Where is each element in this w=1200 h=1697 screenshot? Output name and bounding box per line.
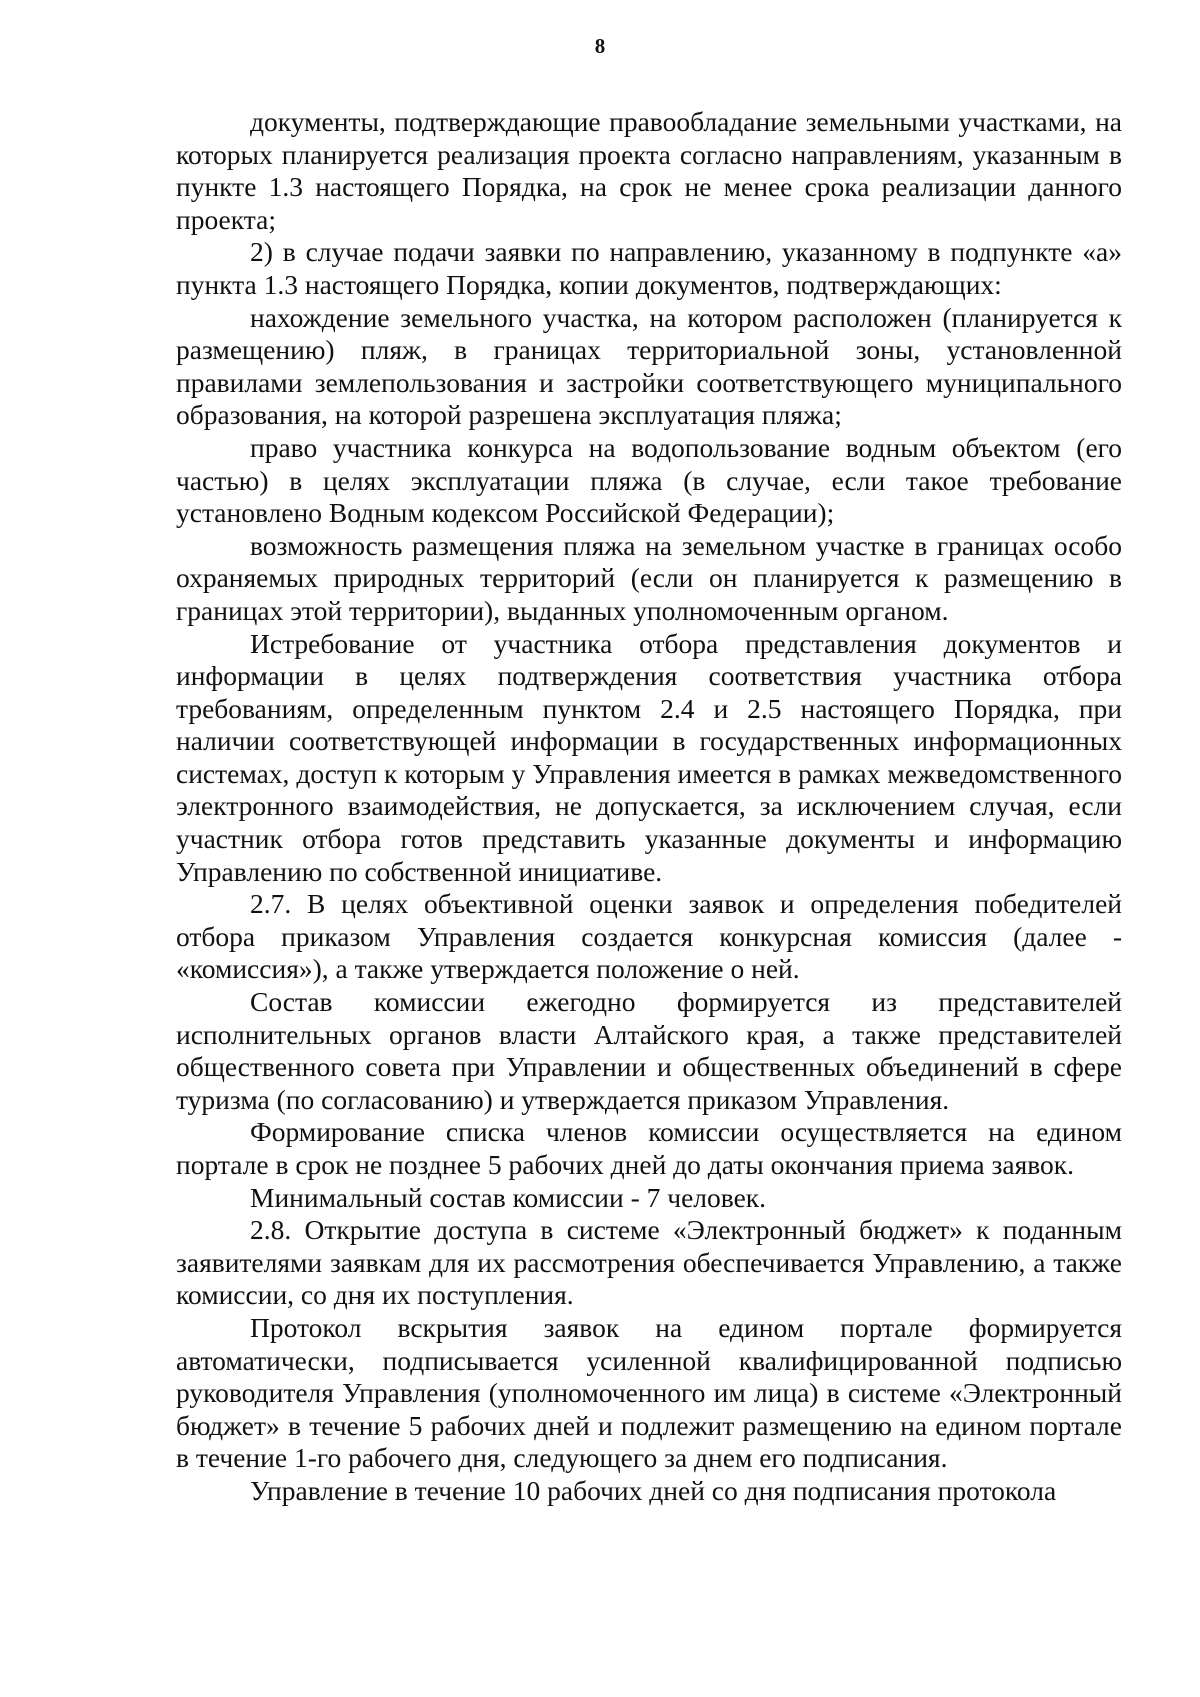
paragraph: 2.8. Открытие доступа в системе «Электронный бюджет» к поданным заявителями заявкам для их рассмотрения обеспечивается Управлению, а также комиссии, со дня их поступления. — [176, 1214, 1122, 1311]
paragraph: Состав комиссии ежегодно формируется из представителей исполнительных органов власти Алтайского края, а также представителей общественного совета при Управлении и общественных объединений в сфере туризма (по согласованию) и утверждается приказом Управления. — [176, 986, 1122, 1115]
paragraph: нахождение земельного участка, на котором расположен (планируется к размещению) пляж, в границах территориальной зоны, установленной правилами землепользования и застройки соответствующего муниципального образования, на которой разрешена эксплуатация пляжа; — [176, 301, 1122, 431]
paragraph: 2.7. В целях объективной оценки заявок и определения победителей отбора приказом Управления создается конкурсная комиссия (далее - «комиссия»), а также утверждается положение о ней. — [176, 888, 1122, 985]
paragraph: возможность размещения пляжа на земельном участке в границах особо охраняемых природных территорий (если он планируется к размещению в границах этой территории), выданных уполномоченным органом. — [176, 529, 1122, 626]
paragraph: Формирование списка членов комиссии осуществляется на едином портале в срок не позднее 5 рабочих дней до даты окончания приема заявок. — [176, 1116, 1122, 1180]
document-body — [176, 106, 1122, 1508]
paragraph: Истребование от участника отбора представления документов и информации в целях подтверждения соответствия участника отбора требованиям, определенным пунктом 2.4 и 2.5 настоящего Порядка, при наличии соответствующей информации в государственных информационных системах, доступ к которым у Управления имеется в рамках межведомственного электронного взаимодействия, не допускается, за исключением случая, если участник отбора готов представить указанные документы и информацию Управлению по собственной инициативе. — [176, 627, 1122, 887]
paragraph: Управление в течение 10 рабочих дней со дня подписания протокола — [250, 1474, 1057, 1506]
paragraph: 2) в случае подачи заявки по направлению, указанному в подпункте «а» пункта 1.3 настоящего Порядка, копии документов, подтверждающих: — [176, 236, 1122, 300]
paragraph: документы, подтверждающие правообладание земельными участками, на которых планируется реализация проекта согласно направлениям, указанным в пункте 1.3 настоящего Порядка, на срок не менее срока реализации данного проекта; — [176, 106, 1122, 235]
paragraph: право участника конкурса на водопользование водным объектом (его частью) в целях эксплуатации пляжа (в случае, если такое требование установлено Водным кодексом Российской Федерации); — [176, 431, 1122, 529]
paragraph: Минимальный состав комиссии - 7 человек. — [250, 1181, 767, 1213]
page-number: 8 — [594, 34, 606, 58]
paragraph: Протокол вскрытия заявок на едином портале формируется автоматически, подписывается усиленной квалифицированной подписью руководителя Управления (уполномоченного им лица) в системе «Электронный бюджет» в течение 5 рабочих дней и подлежит размещению на едином портале в течение 1-го рабочего дня, следующего за днем его подписания. — [176, 1311, 1122, 1474]
